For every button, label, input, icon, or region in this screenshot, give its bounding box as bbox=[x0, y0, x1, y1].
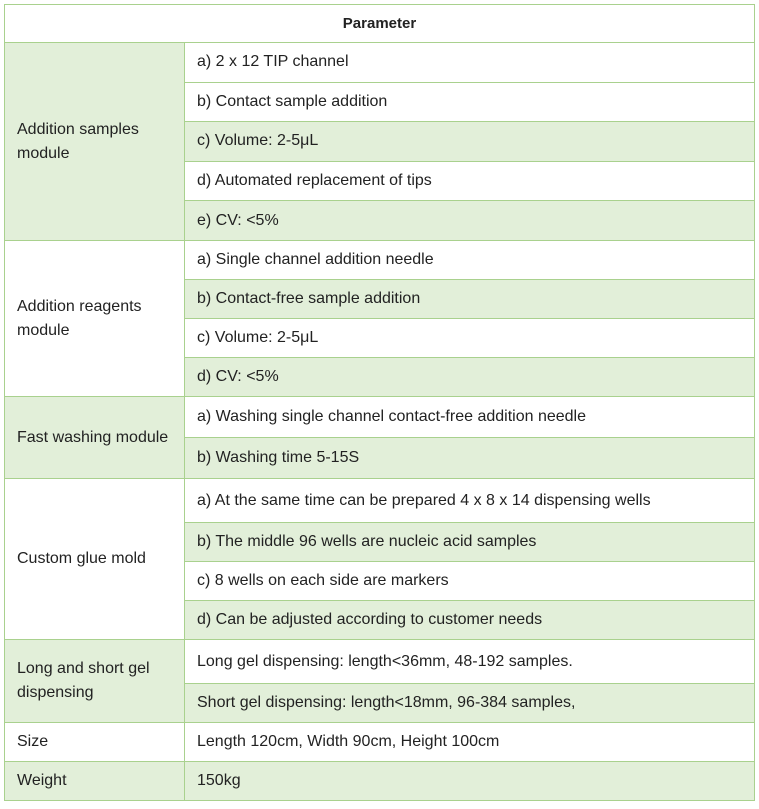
table-cell: Long gel dispensing: length<36mm, 48-192 samples. bbox=[185, 640, 755, 684]
header-row bbox=[5, 5, 755, 43]
table-cell: Short gel dispensing: length<18mm, 96-384 samples, bbox=[185, 684, 755, 723]
parameter-table bbox=[4, 4, 755, 801]
group-label-fast-washing: Fast washing module bbox=[5, 397, 185, 479]
table-cell: b) Contact sample addition bbox=[185, 82, 755, 122]
table-cell: d) Automated replacement of tips bbox=[185, 161, 755, 201]
table-cell: 150kg bbox=[185, 762, 755, 801]
group-label-size: Size bbox=[5, 723, 185, 762]
table-cell: a) At the same time can be prepared 4 x 8 x 14 dispensing wells bbox=[185, 479, 755, 523]
table-cell: a) Washing single channel contact-free addition needle bbox=[185, 397, 755, 438]
group-label-addition-reagents: Addition reagents module bbox=[5, 241, 185, 397]
table-cell: c) 8 wells on each side are markers bbox=[185, 562, 755, 601]
table-cell: b) Washing time 5-15S bbox=[185, 438, 755, 479]
table-cell: c) Volume: 2-5μL bbox=[185, 122, 755, 162]
table-cell: Length 120cm, Width 90cm, Height 100cm bbox=[185, 723, 755, 762]
table-header: Parameter bbox=[5, 5, 755, 43]
group-label-weight: Weight bbox=[5, 762, 185, 801]
parameter-table-container bbox=[4, 4, 755, 801]
table-cell: b) The middle 96 wells are nucleic acid samples bbox=[185, 523, 755, 562]
group-label-addition-samples: Addition samples module bbox=[5, 43, 185, 241]
table-cell: d) Can be adjusted according to customer needs bbox=[185, 601, 755, 640]
table-cell: d) CV: <5% bbox=[185, 358, 755, 397]
table-cell: a) 2 x 12 TIP channel bbox=[185, 43, 755, 83]
group-label-custom-glue-mold: Custom glue mold bbox=[5, 479, 185, 640]
table-cell: c) Volume: 2-5μL bbox=[185, 319, 755, 358]
table-cell: e) CV: <5% bbox=[185, 201, 755, 241]
table-cell: a) Single channel addition needle bbox=[185, 241, 755, 280]
table-cell: b) Contact-free sample addition bbox=[185, 280, 755, 319]
group-label-gel-dispensing: Long and short gel dispensing bbox=[5, 640, 185, 723]
